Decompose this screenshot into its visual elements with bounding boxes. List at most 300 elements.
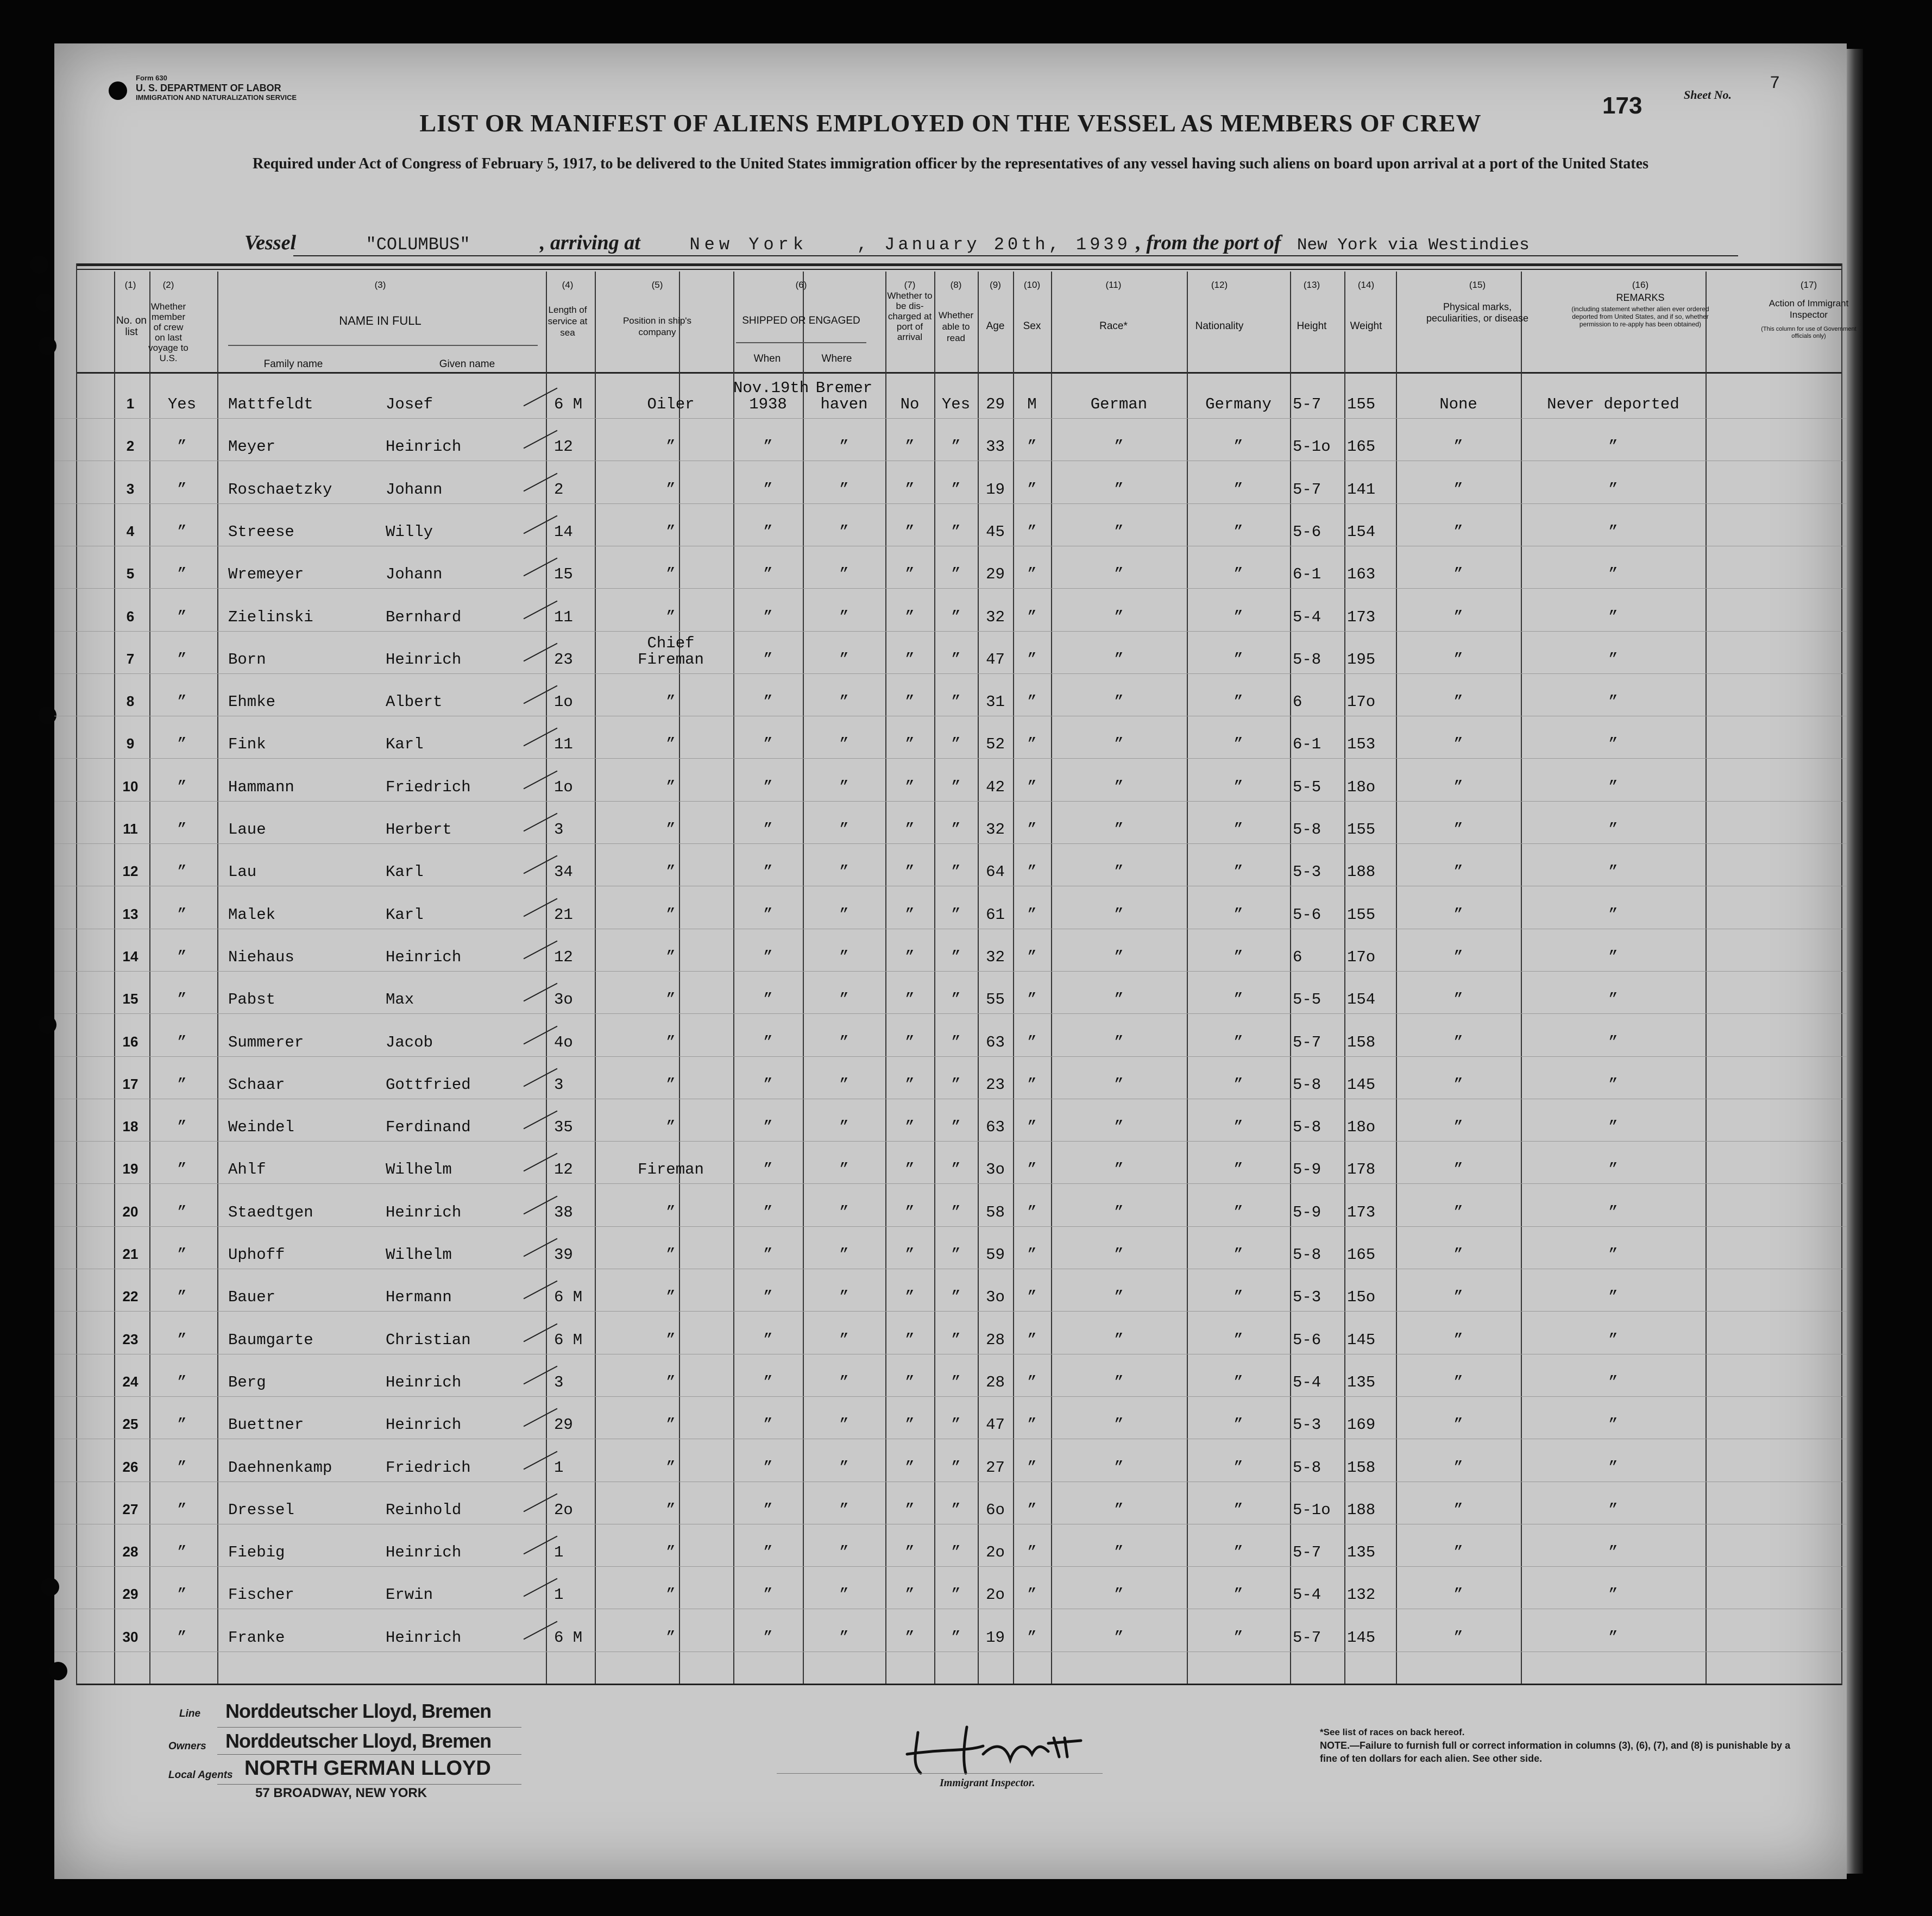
height-cell: 5-6 [1293,1331,1321,1349]
shipped-where-cell: ” [839,608,849,626]
age-cell: 55 [986,991,1005,1009]
age-cell: 64 [986,863,1005,881]
sex-cell: ” [1027,735,1037,754]
height-cell: 5-9 [1293,1161,1321,1179]
physical-marks-cell: ” [1453,650,1463,669]
col-head-remarks: REMARKS [1616,292,1665,303]
binder-hole [49,1662,67,1680]
height-cell: 5-1o [1293,1501,1331,1519]
col-head-position: Position in ship's company [622,316,692,337]
height-cell: 5-6 [1293,522,1321,541]
position-cell: ” [666,1586,676,1604]
row-number: 6 [126,608,135,625]
remarks-cell: ” [1608,1033,1618,1051]
table-row [54,1354,1847,1397]
sex-cell: M [1027,395,1037,413]
binder-hole [35,293,54,312]
col-head-shipped: SHIPPED OR ENGAGED [742,315,860,326]
row-number: 15 [122,991,139,1007]
row-number: 4 [126,522,135,539]
sex-cell: ” [1027,565,1037,584]
able-to-read-cell: Yes [941,395,971,413]
family-name-cell: Summerer [228,1033,304,1051]
physical-marks-cell: ” [1453,1203,1463,1221]
table-top-rule [76,263,1841,266]
age-cell: 32 [986,821,1005,839]
weight-cell: 178 [1347,1161,1376,1179]
age-cell: 3o [986,1161,1005,1179]
physical-marks-cell: ” [1453,1118,1463,1137]
weight-cell: 165 [1347,438,1376,456]
physical-marks-cell: ” [1453,1246,1463,1264]
shipped-where-cell: ” [839,991,849,1009]
prior-voyage-cell: ” [177,1458,187,1477]
age-cell: 47 [986,1416,1005,1434]
remarks-cell: ” [1608,778,1618,796]
owners-label: Owners [168,1741,206,1752]
nationality-cell: ” [1234,1161,1243,1179]
height-cell: 5-8 [1293,1075,1321,1094]
shipped-where-cell: ” [839,905,849,924]
table-row [54,759,1847,802]
height-cell: 5-4 [1293,608,1321,626]
remarks-cell: ” [1608,438,1618,456]
col-head-when: When [753,353,781,364]
given-name-cell: Willy [386,522,433,541]
service-length-cell: 1o [554,693,573,711]
height-cell: 6 [1293,693,1302,711]
shipped-where-cell: ” [839,1161,849,1179]
shipped-where-cell: ” [839,948,849,966]
able-to-read-cell: ” [951,1203,961,1221]
sex-cell: ” [1027,948,1037,966]
nationality-cell: ” [1234,1033,1243,1051]
nationality-cell: ” [1234,650,1243,669]
physical-marks-cell: ” [1453,1458,1463,1477]
agents-label: Local Agents [168,1769,233,1781]
prior-voyage-cell: ” [177,991,187,1009]
remarks-cell: ” [1608,1501,1618,1519]
race-cell: ” [1114,438,1124,456]
remarks-cell: ” [1608,1331,1618,1349]
col-head-weight: Weight [1350,320,1382,332]
shipped-where-cell: ” [839,735,849,754]
shipped-where-cell: ” [839,1458,849,1477]
remarks-cell: ” [1608,991,1618,1009]
row-number: 25 [122,1416,139,1433]
voyage-line [244,231,1650,255]
position-cell: ” [666,1033,676,1051]
physical-marks-cell: ” [1453,905,1463,924]
service-length-cell: 2o [554,1501,573,1519]
remarks-cell: ” [1608,1543,1618,1562]
sex-cell: ” [1027,1543,1037,1562]
family-name-cell: Dressel [228,1501,294,1519]
row-number: 13 [122,905,139,922]
col-head-physical: Physical marks, peculiarities, or disease [1426,301,1529,324]
table-row [54,1226,1847,1269]
nationality-cell: ” [1234,778,1243,796]
able-to-read-cell: ” [951,821,961,839]
table-row [54,631,1847,674]
physical-marks-cell: ” [1453,438,1463,456]
table-row [54,1396,1847,1439]
service-length-cell: 6 M [554,395,583,413]
row-number: 7 [126,650,135,667]
col-num-16: (16) [1632,280,1649,290]
age-cell: 31 [986,693,1005,711]
nationality-cell: Germany [1205,395,1272,413]
discharged-cell: ” [905,1373,915,1391]
col-num-1: (1) [124,280,136,290]
table-row [54,1609,1847,1652]
shipped-where-cell: ” [839,480,849,499]
service-length-cell: 1 [554,1586,564,1604]
position-cell: ” [666,1501,676,1519]
able-to-read-cell: ” [951,1075,961,1094]
row-number: 17 [122,1075,139,1092]
weight-cell: 188 [1347,863,1376,881]
service-length-cell: 6 M [554,1288,583,1307]
weight-cell: 145 [1347,1331,1376,1349]
sex-cell: ” [1027,905,1037,924]
table-row [54,1482,1847,1524]
col-num-11: (11) [1105,280,1122,290]
family-name-cell: Malek [228,905,276,924]
race-cell: ” [1114,1458,1124,1477]
given-name-cell: Johann [386,480,443,499]
race-cell: ” [1114,948,1124,966]
given-name-cell: Hermann [386,1288,452,1307]
col-head-discharged: Whether to be dis-charged at port of arrival [887,291,933,342]
race-cell: ” [1114,1075,1124,1094]
shipped-when-cell: ” [763,1501,773,1519]
nationality-cell: ” [1234,480,1243,499]
height-cell: 5-3 [1293,863,1321,881]
family-name-cell: Born [228,650,266,669]
discharged-cell: ” [905,735,915,754]
binder-hole [38,337,56,355]
service-length-cell: 12 [554,948,573,966]
sex-cell: ” [1027,991,1037,1009]
prior-voyage-cell: ” [177,1033,187,1051]
weight-cell: 18o [1347,778,1376,796]
col-head-remarks-note: (including statement whether alien ever ordered deported from United States, and if so, whether permission to re-apply has been obtained) [1571,305,1709,328]
discharged-cell: ” [905,608,915,626]
able-to-read-cell: ” [951,650,961,669]
table-row [54,843,1847,886]
nationality-cell: ” [1234,693,1243,711]
arriving-label: , arriving at [540,231,640,254]
able-to-read-cell: ” [951,1246,961,1264]
discharged-cell: ” [905,821,915,839]
row-number: 19 [122,1161,139,1177]
table-row [54,1439,1847,1482]
weight-cell: 173 [1347,608,1376,626]
weight-cell: 155 [1347,395,1376,413]
able-to-read-cell: ” [951,1373,961,1391]
table-row [54,461,1847,504]
height-cell: 6 [1293,948,1302,966]
row-number: 20 [122,1203,139,1220]
weight-cell: 155 [1347,905,1376,924]
position-cell: ” [666,438,676,456]
shipped-when-cell: ” [763,1203,773,1221]
service-length-cell: 4o [554,1033,573,1051]
table-row [54,886,1847,929]
race-cell: ” [1114,1628,1124,1647]
position-cell: ” [666,778,676,796]
age-cell: 29 [986,565,1005,584]
prior-voyage-cell: ” [177,1501,187,1519]
given-name-cell: Wilhelm [386,1246,452,1264]
discharged-cell: ” [905,650,915,669]
shipped-where-cell: ” [839,522,849,541]
service-length-cell: 3 [554,1075,564,1094]
service-length-cell: 35 [554,1118,573,1137]
col-num-13: (13) [1303,280,1320,290]
row-number: 16 [122,1033,139,1050]
shipped-when-cell: ” [763,565,773,584]
signature-rule [777,1773,1103,1774]
table-row [54,929,1847,972]
shipped-when-cell: ” [763,991,773,1009]
given-name-cell: Johann [386,565,443,584]
weight-cell: 17o [1347,693,1376,711]
table-row [54,1524,1847,1567]
position-cell: ” [666,480,676,499]
able-to-read-cell: ” [951,991,961,1009]
table-row [54,1099,1847,1142]
discharged-cell: ” [905,480,915,499]
height-cell: 5-4 [1293,1586,1321,1604]
given-name-cell: Ferdinand [386,1118,471,1137]
service-length-cell: 3 [554,1373,564,1391]
table-row [54,1566,1847,1609]
age-cell: 63 [986,1033,1005,1051]
service-length-cell: 1o [554,778,573,796]
table-row [54,1056,1847,1099]
sex-cell: ” [1027,1501,1037,1519]
page-subtitle: Required under Act of Congress of February 5, 1917, to be delivered to the United States immigration officer by the representatives of any vessel having such aliens on board upon arrival at a port of the United States [253,155,1648,172]
remarks-cell: ” [1608,480,1618,499]
binder-hole [109,81,127,100]
discharged-cell: ” [905,565,915,584]
prior-voyage-cell: ” [177,1373,187,1391]
shipped-where-cell: ” [839,778,849,796]
race-cell: ” [1114,1501,1124,1519]
age-cell: 28 [986,1373,1005,1391]
weight-cell: 145 [1347,1075,1376,1094]
prior-voyage-cell: ” [177,1628,187,1647]
service-length-cell: 39 [554,1246,573,1264]
shipped-where-cell: ” [839,438,849,456]
position-cell: ” [666,565,676,584]
table-row [54,546,1847,589]
height-cell: 5-7 [1293,1543,1321,1562]
given-name-cell: Heinrich [386,438,462,456]
table-row [54,1141,1847,1184]
nationality-cell: ” [1234,1373,1243,1391]
sex-cell: ” [1027,1373,1037,1391]
able-to-read-cell: ” [951,1416,961,1434]
position-cell: ” [666,1543,676,1562]
nationality-cell: ” [1234,735,1243,754]
remarks-cell: ” [1608,1161,1618,1179]
able-to-read-cell: ” [951,948,961,966]
physical-marks-cell: ” [1453,1501,1463,1519]
col-head-age: Age [986,320,1005,332]
binder-hole [38,706,56,724]
weight-cell: 145 [1347,1628,1376,1647]
sex-cell: ” [1027,1288,1037,1307]
position-cell: ” [666,948,676,966]
family-name-cell: Bauer [228,1288,276,1307]
able-to-read-cell: ” [951,522,961,541]
age-cell: 2o [986,1543,1005,1562]
physical-marks-cell: ” [1453,1161,1463,1179]
given-name-cell: Bernhard [386,608,462,626]
age-cell: 32 [986,948,1005,966]
physical-marks-cell: ” [1453,1373,1463,1391]
weight-cell: 155 [1347,821,1376,839]
race-cell: ” [1114,1331,1124,1349]
able-to-read-cell: ” [951,693,961,711]
sex-cell: ” [1027,693,1037,711]
discharged-cell: ” [905,1075,915,1094]
col-head-action-note: (This column for use of Government officials only) [1761,326,1857,339]
shipped-when-cell: ” [763,522,773,541]
service-length-cell: 1 [554,1458,564,1477]
sex-cell: ” [1027,821,1037,839]
col-head-no: No. on list [116,315,147,338]
height-cell: 5-4 [1293,1373,1321,1391]
position-cell: ” [666,1331,676,1349]
prior-voyage-cell: ” [177,438,187,456]
weight-cell: 158 [1347,1033,1376,1051]
row-number: 9 [126,735,135,752]
table-row [54,1312,1847,1354]
col-num-14: (14) [1357,280,1375,290]
prior-voyage-cell: ” [177,608,187,626]
height-cell: 5-5 [1293,991,1321,1009]
shipped-where-cell: ” [839,1543,849,1562]
shipped-where-cell: ” [839,1033,849,1051]
age-cell: 47 [986,650,1005,669]
race-cell: ” [1114,650,1124,669]
discharged-cell: ” [905,522,915,541]
col-num-6: (6) [795,280,807,290]
prior-voyage-cell: ” [177,1543,187,1562]
table-row [54,503,1847,546]
remarks-cell: ” [1608,1373,1618,1391]
race-cell: ” [1114,1586,1124,1604]
page-title: LIST OR MANIFEST OF ALIENS EMPLOYED ON THE VESSEL AS MEMBERS OF CREW [419,109,1482,137]
table-row [54,716,1847,759]
age-cell: 27 [986,1458,1005,1477]
given-name-cell: Karl [386,905,424,924]
weight-cell: 141 [1347,480,1376,499]
shipped-where-cell: ” [839,565,849,584]
shipped-when-cell: ” [763,693,773,711]
nationality-cell: ” [1234,1416,1243,1434]
prior-voyage-cell: Yes [167,395,197,413]
remarks-cell: ” [1608,693,1618,711]
remarks-cell: ” [1608,1118,1618,1137]
position-cell: ” [666,1203,676,1221]
position-cell: Oiler [647,395,695,413]
remarks-cell: ” [1608,821,1618,839]
remarks-cell: ” [1608,650,1618,669]
row-number: 27 [122,1501,139,1517]
col-num-2: (2) [162,280,174,290]
discharged-cell: ” [905,948,915,966]
service-name: IMMIGRATION AND NATURALIZATION SERVICE [136,93,297,102]
service-length-cell: 21 [554,905,573,924]
race-cell: ” [1114,991,1124,1009]
service-length-cell: 3o [554,991,573,1009]
physical-marks-cell: ” [1453,1586,1463,1604]
physical-marks-cell: ” [1453,1331,1463,1349]
row-number: 1 [126,395,135,412]
race-cell: ” [1114,1118,1124,1137]
remarks-cell: ” [1608,1458,1618,1477]
line-label: Line [179,1708,201,1719]
sex-cell: ” [1027,438,1037,456]
vessel-label: Vessel [244,231,296,254]
position-cell: ” [666,1075,676,1094]
able-to-read-cell: ” [951,1033,961,1051]
prior-voyage-cell: ” [177,905,187,924]
prior-voyage-cell: ” [177,1203,187,1221]
shipped-where-cell: ” [839,863,849,881]
physical-marks-cell: ” [1453,565,1463,584]
prior-voyage-cell: ” [177,1331,187,1349]
nationality-cell: ” [1234,948,1243,966]
given-name-cell: Karl [386,735,424,754]
discharged-cell: ” [905,1501,915,1519]
position-cell: ” [666,1628,676,1647]
table-row [54,1184,1847,1227]
family-name-cell: Ehmke [228,693,276,711]
weight-cell: 135 [1347,1543,1376,1562]
race-cell: ” [1114,1033,1124,1051]
able-to-read-cell: ” [951,1331,961,1349]
age-cell: 33 [986,438,1005,456]
weight-cell: 17o [1347,948,1376,966]
able-to-read-cell: ” [951,608,961,626]
row-number: 28 [122,1543,139,1560]
discharged-cell: ” [905,1331,915,1349]
service-length-cell: 1 [554,1543,564,1562]
remarks-cell: ” [1608,565,1618,584]
line-stamp: Norddeutscher Lloyd, Bremen [225,1700,492,1722]
prior-voyage-cell: ” [177,821,187,839]
given-name-cell: Josef [386,395,433,413]
family-name-cell: Streese [228,522,294,541]
given-name-cell: Heinrich [386,650,462,669]
prior-voyage-cell: ” [177,522,187,541]
service-length-cell: 11 [554,608,573,626]
age-cell: 42 [986,778,1005,796]
discharged-cell: ” [905,1161,915,1179]
age-cell: 45 [986,522,1005,541]
row-number: 30 [122,1628,139,1645]
race-cell: ” [1114,608,1124,626]
col-head-member: Whether member of crew on last voyage to U.S. [148,301,188,363]
family-name-cell: Schaar [228,1075,285,1094]
sex-cell: ” [1027,1033,1037,1051]
